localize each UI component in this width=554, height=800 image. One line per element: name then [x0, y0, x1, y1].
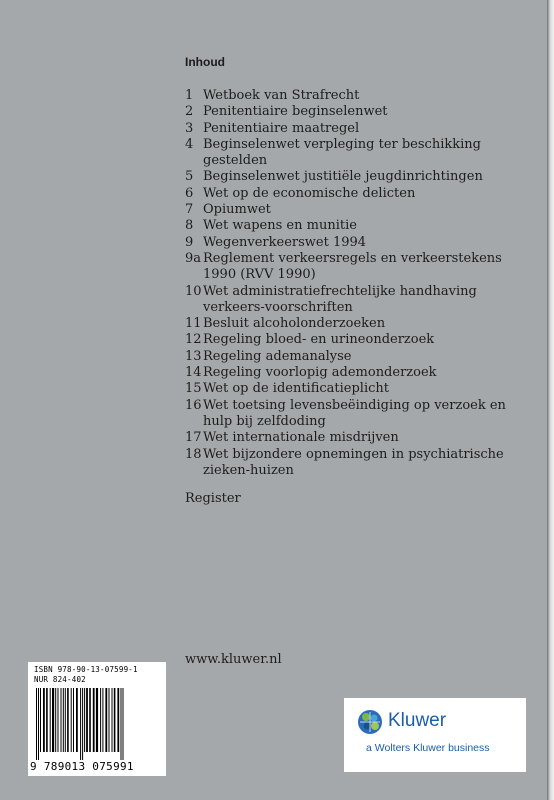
toc-item-number: 4 — [185, 136, 194, 152]
barcode-bar — [40, 688, 41, 752]
barcode-bar — [109, 688, 110, 752]
toc-item-title: Regeling voorlopig ademonderzoek — [203, 365, 437, 381]
toc-item-title: Penitentiaire beginselenwet — [203, 104, 388, 120]
barcode-bar — [123, 688, 124, 760]
toc-item — [185, 381, 530, 397]
toc-item — [185, 137, 530, 170]
toc-item-number: 11 — [185, 316, 202, 332]
toc-heading: Inhoud — [185, 55, 225, 69]
barcode-bar — [121, 688, 122, 760]
toc-item — [185, 251, 530, 284]
barcode-bar — [117, 688, 119, 752]
barcode-bar — [50, 688, 51, 752]
barcode-bar — [46, 688, 48, 752]
toc-item-title: Reglement verkeersregels en verkeerstekens 1990 (RVV 1990) — [203, 250, 502, 283]
toc-item-title: Beginselenwet justitiële jeugdinrichtingen — [203, 169, 483, 185]
toc-item-title: Wet op de identificatieplicht — [203, 381, 389, 397]
barcode-bar — [86, 688, 88, 752]
toc-item-title: Beginselenwet verpleging ter beschikking gestelden — [203, 136, 481, 169]
toc-item — [185, 121, 530, 137]
toc-item-number: 12 — [185, 332, 202, 348]
toc-item-title: Wegenverkeerswet 1994 — [203, 234, 367, 250]
toc-item-number: 3 — [185, 120, 194, 136]
toc-item-number: 6 — [185, 185, 194, 201]
book-spine-edge — [547, 0, 554, 800]
website-url: www.kluwer.nl — [185, 652, 282, 667]
toc-item — [185, 218, 530, 234]
toc-item-title: Penitentiaire maatregel — [203, 120, 360, 136]
toc-item-title: Wet op de economische delicten — [203, 185, 416, 201]
barcode-bar — [105, 688, 107, 752]
toc-item-title: Wet wapens en munitie — [203, 218, 357, 234]
toc-item — [185, 430, 530, 446]
toc-item — [185, 349, 530, 365]
barcode-bar — [82, 688, 83, 760]
barcode-bar — [61, 688, 62, 752]
toc-item — [185, 332, 530, 348]
toc-item-number: 17 — [185, 430, 202, 446]
isbn-text: ISBN 978-90-13-07599-1 — [34, 665, 138, 674]
barcode-bar — [63, 688, 64, 752]
barcode-digits: 9 789013 075991 — [30, 760, 134, 773]
barcode-bar — [38, 688, 39, 760]
toc-item — [185, 104, 530, 120]
barcode-bars — [36, 688, 158, 760]
toc-item — [185, 186, 530, 202]
barcode-bar — [55, 688, 56, 752]
barcode-bar — [114, 688, 116, 752]
kluwer-globe-icon — [357, 709, 383, 735]
barcode-bar — [102, 688, 103, 752]
toc-item — [185, 398, 530, 431]
barcode-bar — [93, 688, 95, 752]
toc-item-number: 18 — [185, 446, 202, 462]
publisher-tagline: a Wolters Kluwer business — [366, 742, 490, 754]
toc-item-title: Opiumwet — [203, 202, 271, 218]
toc-item — [185, 284, 530, 317]
toc-item-title: Wet bijzondere opnemingen in psychiatrische zieken-huizen — [203, 446, 504, 478]
toc-item-number: 1 — [185, 88, 194, 103]
toc-item-title: Wet internationale misdrijven — [203, 430, 399, 446]
barcode-bar — [67, 688, 69, 752]
toc-item-number: 15 — [185, 381, 202, 397]
barcode-bar — [71, 688, 72, 752]
toc-item — [185, 316, 530, 332]
toc-item-number: 14 — [185, 365, 202, 381]
publisher-name: Kluwer — [388, 710, 447, 731]
toc-item-title: Wet toetsing levensbeëindiging op verzoek en hulp bij zelfdoding — [203, 397, 506, 429]
toc-item-number: 2 — [185, 104, 194, 120]
toc-item — [185, 202, 530, 218]
toc-item-title: Regeling bloed- en urineonderzoek — [203, 332, 435, 348]
barcode-bar — [65, 688, 66, 752]
barcode-bar — [36, 688, 37, 760]
barcode-bar — [43, 688, 45, 752]
barcode-bar — [58, 688, 59, 752]
barcode-bar — [89, 688, 91, 752]
register-entry: Register — [185, 491, 241, 507]
toc-item-number: 9 — [185, 234, 194, 250]
barcode-bar — [100, 688, 101, 752]
table-of-contents — [185, 55, 530, 507]
barcode-bar — [80, 688, 81, 760]
toc-item-number: 8 — [185, 218, 194, 234]
publisher-logo-box — [344, 698, 526, 772]
toc-item-title: Besluit alcoholonderzoeken — [203, 316, 386, 332]
barcode-bar — [112, 688, 113, 752]
toc-item — [185, 88, 530, 104]
toc-item — [185, 169, 530, 185]
barcode-bar — [73, 688, 74, 752]
toc-item-title: Regeling ademanalyse — [203, 348, 352, 364]
toc-item-title: Wet administratiefrechtelijke handhaving verkeers-voorschriften — [203, 283, 477, 315]
barcode-bar — [84, 688, 85, 752]
toc-item-number: 16 — [185, 397, 202, 413]
barcode-label — [28, 662, 166, 776]
nur-text: NUR 824-402 — [34, 675, 86, 684]
toc-list — [185, 88, 530, 479]
toc-item-number: 7 — [185, 202, 194, 218]
barcode-bar — [96, 688, 98, 752]
barcode-bar — [76, 688, 78, 752]
toc-item — [185, 447, 530, 480]
toc-item-number: 5 — [185, 169, 194, 185]
toc-item-number: 13 — [185, 348, 202, 364]
toc-item-number: 9a — [185, 250, 202, 266]
toc-item-title: Wetboek van Strafrecht — [203, 88, 360, 103]
toc-item — [185, 235, 530, 251]
toc-item-number: 10 — [185, 283, 202, 299]
barcode-bar — [52, 688, 54, 752]
toc-item — [185, 365, 530, 381]
